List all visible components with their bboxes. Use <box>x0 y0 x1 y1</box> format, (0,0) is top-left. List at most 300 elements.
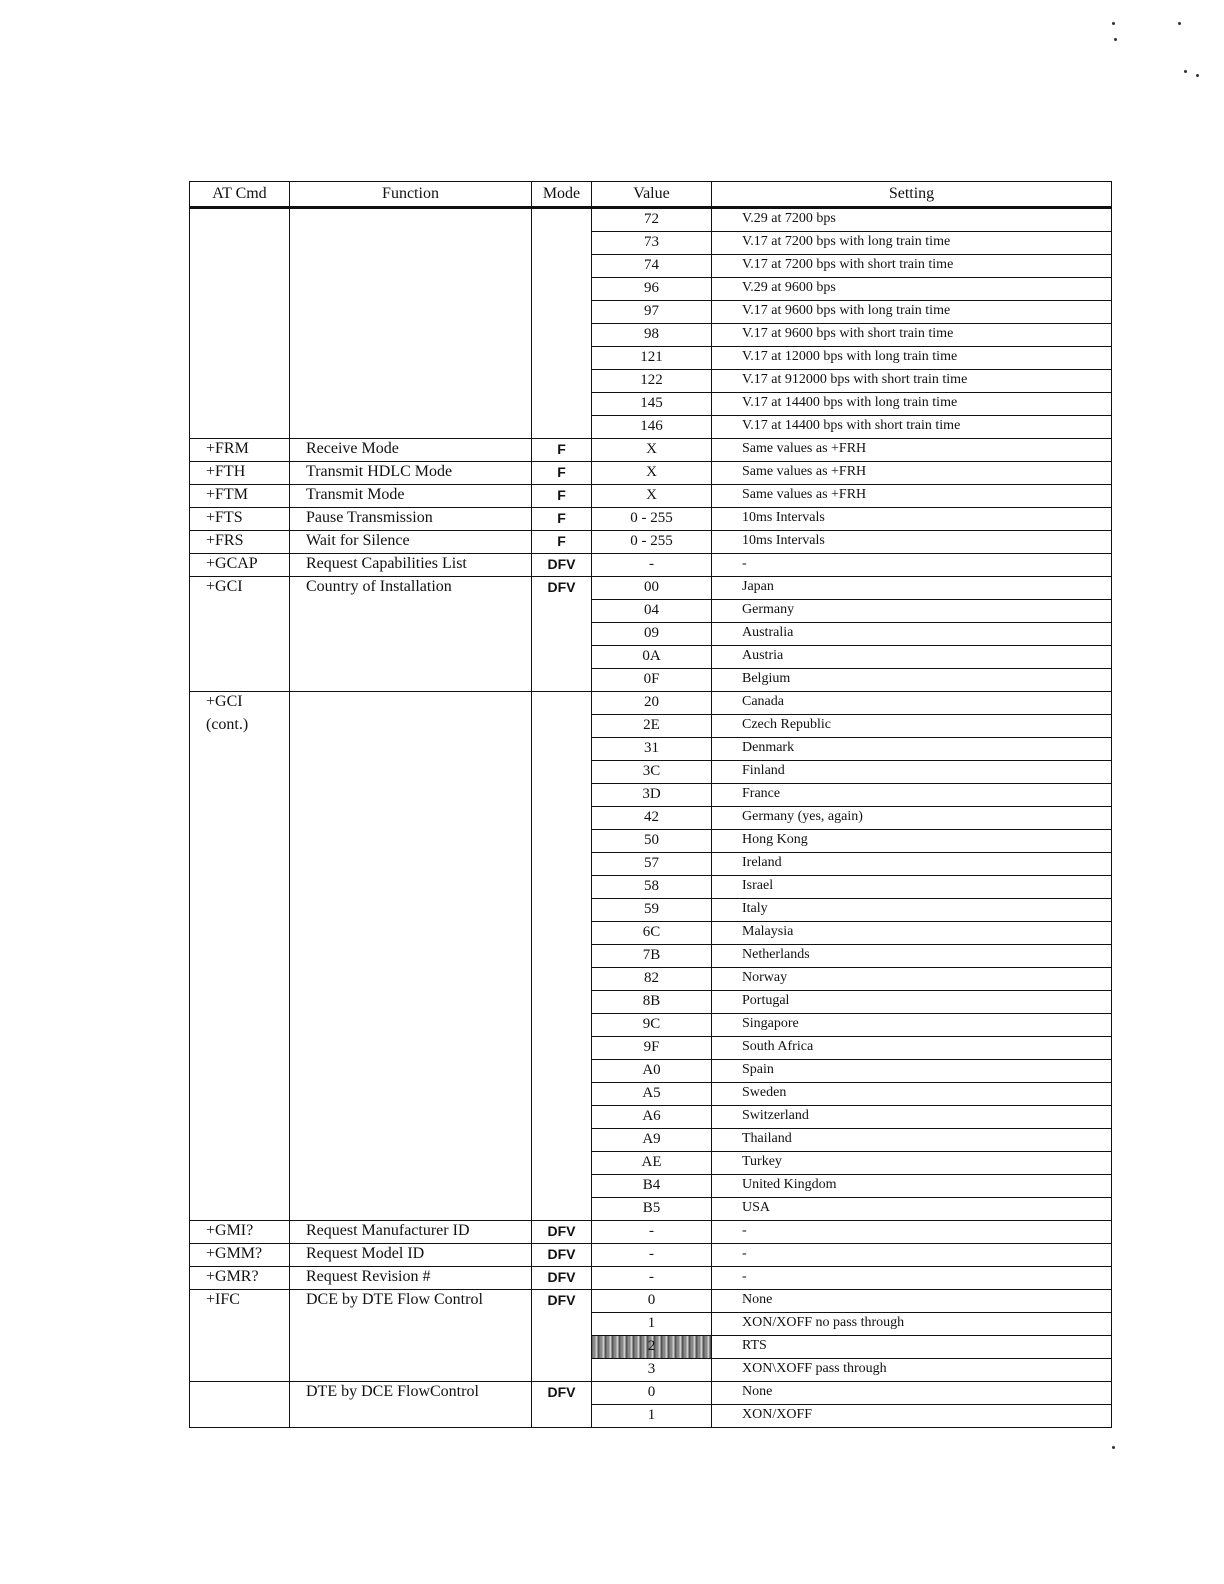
cell-function <box>290 1083 532 1106</box>
cell-at-cmd: +GCAP <box>190 554 290 577</box>
cell-at-cmd <box>190 1359 290 1382</box>
cell-value: 8B <box>592 991 712 1014</box>
cell-mode: DFV <box>532 1290 592 1313</box>
cell-at-cmd <box>190 1106 290 1129</box>
cell-at-cmd <box>190 347 290 370</box>
cell-at-cmd <box>190 600 290 623</box>
cell-at-cmd <box>190 1382 290 1405</box>
table-row <box>190 370 1112 393</box>
cell-function <box>290 623 532 646</box>
cell-setting: Spain <box>712 1060 1112 1083</box>
table-row <box>190 1152 1112 1175</box>
cell-setting: Israel <box>712 876 1112 899</box>
cell-function: Transmit HDLC Mode <box>290 462 532 485</box>
cell-setting: Canada <box>712 692 1112 715</box>
cell-at-cmd <box>190 416 290 439</box>
cell-function: Receive Mode <box>290 439 532 462</box>
cell-mode <box>532 876 592 899</box>
cell-at-cmd: +GMM? <box>190 1244 290 1267</box>
table-row <box>190 784 1112 807</box>
cell-mode: DFV <box>532 1382 592 1405</box>
cell-value: AE <box>592 1152 712 1175</box>
cell-function <box>290 1014 532 1037</box>
cell-function: Pause Transmission <box>290 508 532 531</box>
scan-speck <box>1112 1446 1115 1449</box>
cell-mode <box>532 278 592 301</box>
cell-at-cmd <box>190 1313 290 1336</box>
cell-function <box>290 1037 532 1060</box>
cell-function <box>290 1313 532 1336</box>
table-row <box>190 1359 1112 1382</box>
table-row <box>190 439 1112 462</box>
cell-function <box>290 669 532 692</box>
cell-value: 04 <box>592 600 712 623</box>
cell-mode <box>532 761 592 784</box>
cell-at-cmd: +FRM <box>190 439 290 462</box>
cell-mode <box>532 784 592 807</box>
cell-mode <box>532 301 592 324</box>
cell-setting: - <box>712 1244 1112 1267</box>
cell-mode: F <box>532 508 592 531</box>
cell-mode <box>532 208 592 232</box>
cell-value: 42 <box>592 807 712 830</box>
table-row <box>190 1129 1112 1152</box>
cell-value: 0 - 255 <box>592 531 712 554</box>
cell-setting: - <box>712 554 1112 577</box>
cell-function <box>290 968 532 991</box>
cell-value: 121 <box>592 347 712 370</box>
cell-at-cmd <box>190 1083 290 1106</box>
cell-setting: Denmark <box>712 738 1112 761</box>
cell-at-cmd <box>190 1198 290 1221</box>
cell-mode: DFV <box>532 1244 592 1267</box>
cell-at-cmd <box>190 922 290 945</box>
cell-at-cmd <box>190 1060 290 1083</box>
cell-setting: - <box>712 1221 1112 1244</box>
cell-setting: Australia <box>712 623 1112 646</box>
cell-mode: F <box>532 531 592 554</box>
cell-function <box>290 922 532 945</box>
cell-mode <box>532 1405 592 1428</box>
cell-mode: DFV <box>532 577 592 600</box>
cell-value: A9 <box>592 1129 712 1152</box>
cell-value: 2 <box>592 1336 712 1359</box>
cell-mode <box>532 1313 592 1336</box>
cell-at-cmd <box>190 761 290 784</box>
cell-value: - <box>592 554 712 577</box>
cell-function <box>290 1198 532 1221</box>
at-command-table <box>189 181 1112 1428</box>
cell-at-cmd: (cont.) <box>190 715 290 738</box>
cell-mode <box>532 347 592 370</box>
table-row <box>190 600 1112 623</box>
cell-at-cmd <box>190 646 290 669</box>
table-row <box>190 278 1112 301</box>
cell-function <box>290 761 532 784</box>
table-row <box>190 715 1112 738</box>
cell-setting: V.17 at 912000 bps with short train time <box>712 370 1112 393</box>
cell-mode <box>532 600 592 623</box>
cell-mode <box>532 623 592 646</box>
cell-mode <box>532 669 592 692</box>
cell-function <box>290 324 532 347</box>
cell-mode: F <box>532 462 592 485</box>
cell-at-cmd <box>190 991 290 1014</box>
cell-value: A6 <box>592 1106 712 1129</box>
cell-at-cmd <box>190 899 290 922</box>
cell-at-cmd: +GMI? <box>190 1221 290 1244</box>
cell-at-cmd <box>190 968 290 991</box>
cell-at-cmd: +FTH <box>190 462 290 485</box>
cell-at-cmd <box>190 945 290 968</box>
cell-mode <box>532 853 592 876</box>
cell-setting: 10ms Intervals <box>712 508 1112 531</box>
cell-function <box>290 738 532 761</box>
table-row <box>190 1014 1112 1037</box>
cell-value: 122 <box>592 370 712 393</box>
cell-value: 74 <box>592 255 712 278</box>
cell-setting: Ireland <box>712 853 1112 876</box>
cell-at-cmd: +IFC <box>190 1290 290 1313</box>
cell-value: 09 <box>592 623 712 646</box>
table-row <box>190 416 1112 439</box>
cell-mode: DFV <box>532 1221 592 1244</box>
table-row <box>190 1221 1112 1244</box>
scan-speck <box>1112 22 1115 25</box>
cell-function <box>290 416 532 439</box>
cell-function <box>290 370 532 393</box>
table-row <box>190 807 1112 830</box>
cell-mode <box>532 1037 592 1060</box>
cell-at-cmd <box>190 370 290 393</box>
cell-value: - <box>592 1267 712 1290</box>
header-setting: Setting <box>712 182 1112 208</box>
cell-setting: France <box>712 784 1112 807</box>
cell-value: 146 <box>592 416 712 439</box>
cell-setting: V.17 at 9600 bps with short train time <box>712 324 1112 347</box>
header-function: Function <box>290 182 532 208</box>
cell-setting: V.17 at 14400 bps with short train time <box>712 416 1112 439</box>
cell-value: - <box>592 1244 712 1267</box>
cell-at-cmd <box>190 255 290 278</box>
cell-mode <box>532 692 592 715</box>
cell-function: DTE by DCE FlowControl <box>290 1382 532 1405</box>
cell-setting: XON/XOFF <box>712 1405 1112 1428</box>
cell-setting: Germany <box>712 600 1112 623</box>
cell-at-cmd <box>190 1014 290 1037</box>
cell-setting: XON/XOFF no pass through <box>712 1313 1112 1336</box>
cell-value: 82 <box>592 968 712 991</box>
cell-value: A0 <box>592 1060 712 1083</box>
header-mode: Mode <box>532 182 592 208</box>
table-row <box>190 208 1112 232</box>
cell-function: DCE by DTE Flow Control <box>290 1290 532 1313</box>
cell-mode: DFV <box>532 554 592 577</box>
cell-value: 145 <box>592 393 712 416</box>
cell-at-cmd: +GCI <box>190 577 290 600</box>
cell-mode <box>532 416 592 439</box>
cell-value: 0 <box>592 1382 712 1405</box>
table-row <box>190 1037 1112 1060</box>
cell-setting: Hong Kong <box>712 830 1112 853</box>
table-row <box>190 462 1112 485</box>
cell-at-cmd <box>190 1129 290 1152</box>
cell-value: B5 <box>592 1198 712 1221</box>
cell-mode <box>532 968 592 991</box>
cell-function <box>290 646 532 669</box>
cell-setting: Austria <box>712 646 1112 669</box>
cell-setting: Singapore <box>712 1014 1112 1037</box>
cell-setting: None <box>712 1290 1112 1313</box>
cell-mode <box>532 1336 592 1359</box>
cell-at-cmd <box>190 669 290 692</box>
cell-at-cmd <box>190 324 290 347</box>
table-row <box>190 876 1112 899</box>
table-row <box>190 692 1112 715</box>
cell-setting: V.17 at 7200 bps with short train time <box>712 255 1112 278</box>
table-row <box>190 1336 1112 1359</box>
cell-mode <box>532 1152 592 1175</box>
cell-setting: V.17 at 12000 bps with long train time <box>712 347 1112 370</box>
cell-function <box>290 715 532 738</box>
cell-function <box>290 232 532 255</box>
cell-function <box>290 1152 532 1175</box>
cell-mode <box>532 1129 592 1152</box>
cell-at-cmd <box>190 232 290 255</box>
table-row <box>190 1290 1112 1313</box>
cell-setting: V.17 at 14400 bps with long train time <box>712 393 1112 416</box>
table-row <box>190 255 1112 278</box>
cell-mode: F <box>532 485 592 508</box>
cell-at-cmd <box>190 1405 290 1428</box>
cell-function: Transmit Mode <box>290 485 532 508</box>
cell-value: 1 <box>592 1405 712 1428</box>
cell-value: X <box>592 439 712 462</box>
table-row <box>190 485 1112 508</box>
table-row <box>190 324 1112 347</box>
cell-mode <box>532 324 592 347</box>
cell-setting: Portugal <box>712 991 1112 1014</box>
cell-at-cmd <box>190 738 290 761</box>
table-row <box>190 738 1112 761</box>
cell-value: 72 <box>592 208 712 232</box>
cell-at-cmd <box>190 784 290 807</box>
cell-function <box>290 830 532 853</box>
cell-mode <box>532 1359 592 1382</box>
cell-function <box>290 1336 532 1359</box>
cell-function <box>290 853 532 876</box>
header-value: Value <box>592 182 712 208</box>
cell-value: 7B <box>592 945 712 968</box>
cell-value: X <box>592 485 712 508</box>
cell-value: A5 <box>592 1083 712 1106</box>
table-row <box>190 1267 1112 1290</box>
cell-function: Request Model ID <box>290 1244 532 1267</box>
table-row <box>190 577 1112 600</box>
cell-setting: 10ms Intervals <box>712 531 1112 554</box>
cell-setting: V.29 at 9600 bps <box>712 278 1112 301</box>
cell-value: 58 <box>592 876 712 899</box>
cell-value: 9F <box>592 1037 712 1060</box>
cell-value: 31 <box>592 738 712 761</box>
cell-at-cmd <box>190 278 290 301</box>
cell-at-cmd <box>190 1152 290 1175</box>
cell-setting: Japan <box>712 577 1112 600</box>
cell-setting: South Africa <box>712 1037 1112 1060</box>
cell-setting: Finland <box>712 761 1112 784</box>
table-row <box>190 232 1112 255</box>
cell-value: 3 <box>592 1359 712 1382</box>
cell-setting: United Kingdom <box>712 1175 1112 1198</box>
cell-setting: Germany (yes, again) <box>712 807 1112 830</box>
table-row <box>190 554 1112 577</box>
table-body <box>190 208 1112 1428</box>
cell-at-cmd <box>190 393 290 416</box>
table-row <box>190 1060 1112 1083</box>
cell-at-cmd <box>190 1037 290 1060</box>
scan-speck <box>1196 74 1199 77</box>
cell-value: 20 <box>592 692 712 715</box>
table-row <box>190 1382 1112 1405</box>
cell-function <box>290 692 532 715</box>
cell-function <box>290 255 532 278</box>
cell-at-cmd: +FTM <box>190 485 290 508</box>
table-row <box>190 899 1112 922</box>
cell-value: 6C <box>592 922 712 945</box>
table-row <box>190 669 1112 692</box>
table-row <box>190 1106 1112 1129</box>
cell-value: 2E <box>592 715 712 738</box>
cell-function: Request Capabilities List <box>290 554 532 577</box>
cell-mode <box>532 807 592 830</box>
cell-setting: Norway <box>712 968 1112 991</box>
cell-setting: V.17 at 9600 bps with long train time <box>712 301 1112 324</box>
table-row <box>190 968 1112 991</box>
cell-at-cmd: +GCI <box>190 692 290 715</box>
cell-function <box>290 899 532 922</box>
cell-function <box>290 301 532 324</box>
cell-function <box>290 1405 532 1428</box>
cell-function <box>290 393 532 416</box>
cell-function <box>290 1129 532 1152</box>
scan-speck <box>1178 22 1181 25</box>
table-row <box>190 646 1112 669</box>
table-row <box>190 347 1112 370</box>
cell-at-cmd: +FTS <box>190 508 290 531</box>
cell-value: 0 <box>592 1290 712 1313</box>
cell-mode: DFV <box>532 1267 592 1290</box>
cell-value: B4 <box>592 1175 712 1198</box>
cell-function: Wait for Silence <box>290 531 532 554</box>
cell-setting: Turkey <box>712 1152 1112 1175</box>
table-row <box>190 922 1112 945</box>
cell-at-cmd <box>190 876 290 899</box>
cell-mode <box>532 393 592 416</box>
table-row <box>190 991 1112 1014</box>
cell-function <box>290 784 532 807</box>
cell-setting: None <box>712 1382 1112 1405</box>
cell-function <box>290 278 532 301</box>
table-row <box>190 830 1112 853</box>
cell-at-cmd <box>190 1175 290 1198</box>
cell-at-cmd <box>190 1336 290 1359</box>
cell-mode <box>532 1060 592 1083</box>
cell-setting: Belgium <box>712 669 1112 692</box>
cell-function <box>290 1175 532 1198</box>
cell-mode <box>532 1014 592 1037</box>
table-row <box>190 508 1112 531</box>
cell-value: 0F <box>592 669 712 692</box>
scan-speck <box>1114 38 1117 41</box>
cell-mode <box>532 1198 592 1221</box>
cell-setting: USA <box>712 1198 1112 1221</box>
cell-at-cmd <box>190 853 290 876</box>
cell-function <box>290 991 532 1014</box>
cell-setting: V.17 at 7200 bps with long train time <box>712 232 1112 255</box>
cell-setting: RTS <box>712 1336 1112 1359</box>
cell-function <box>290 1359 532 1382</box>
cell-value: 1 <box>592 1313 712 1336</box>
cell-mode <box>532 1106 592 1129</box>
cell-mode <box>532 738 592 761</box>
cell-mode <box>532 945 592 968</box>
document-page <box>189 181 1111 1428</box>
cell-value: 59 <box>592 899 712 922</box>
cell-function: Request Revision # <box>290 1267 532 1290</box>
table-row <box>190 623 1112 646</box>
cell-setting: - <box>712 1267 1112 1290</box>
cell-setting: Thailand <box>712 1129 1112 1152</box>
cell-function <box>290 347 532 370</box>
cell-mode <box>532 255 592 278</box>
cell-function <box>290 807 532 830</box>
cell-value: 0A <box>592 646 712 669</box>
table-row <box>190 1244 1112 1267</box>
cell-value: 3D <box>592 784 712 807</box>
table-row <box>190 301 1112 324</box>
cell-value: 9C <box>592 1014 712 1037</box>
cell-setting: Italy <box>712 899 1112 922</box>
cell-mode <box>532 830 592 853</box>
cell-at-cmd <box>190 807 290 830</box>
cell-setting: Switzerland <box>712 1106 1112 1129</box>
cell-mode <box>532 715 592 738</box>
table-row <box>190 945 1112 968</box>
cell-mode: F <box>532 439 592 462</box>
table-row <box>190 853 1112 876</box>
cell-at-cmd <box>190 830 290 853</box>
cell-mode <box>532 646 592 669</box>
table-row <box>190 531 1112 554</box>
cell-value: 50 <box>592 830 712 853</box>
cell-setting: Czech Republic <box>712 715 1112 738</box>
cell-at-cmd <box>190 208 290 232</box>
cell-mode <box>532 899 592 922</box>
cell-setting: Netherlands <box>712 945 1112 968</box>
cell-mode <box>532 1175 592 1198</box>
scan-speck <box>1184 70 1187 73</box>
cell-mode <box>532 1083 592 1106</box>
cell-function <box>290 1106 532 1129</box>
cell-value: X <box>592 462 712 485</box>
cell-mode <box>532 922 592 945</box>
cell-value: 57 <box>592 853 712 876</box>
cell-value: - <box>592 1221 712 1244</box>
cell-setting: Same values as +FRH <box>712 439 1112 462</box>
cell-function: Country of Installation <box>290 577 532 600</box>
cell-value: 73 <box>592 232 712 255</box>
cell-at-cmd <box>190 623 290 646</box>
